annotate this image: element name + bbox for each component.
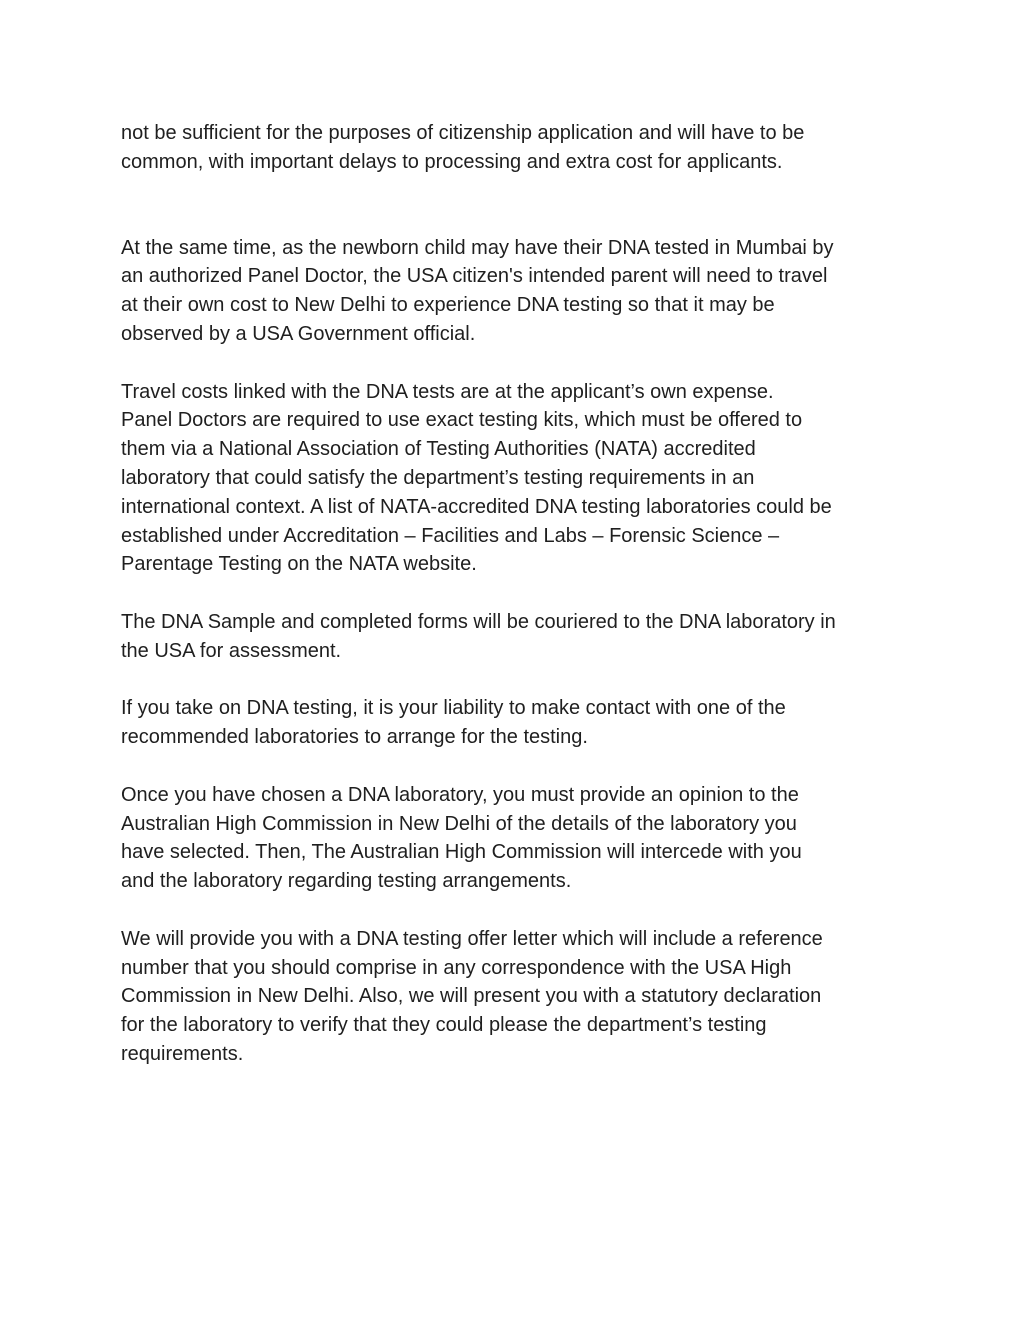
text-line: international context. A list of NATA-accredited DNA testing laboratories could be xyxy=(121,495,832,518)
paragraph-newborn-dna xyxy=(121,234,911,349)
text-line: If you take on DNA testing, it is your liability to make contact with one of the xyxy=(121,697,786,720)
paragraph-offer-letter xyxy=(121,925,911,1069)
text-line: Commission in New Delhi. Also, we will present you with a statutory declaration xyxy=(121,985,822,1008)
text-line: have selected. Then, The Australian High Commission will intercede with you xyxy=(121,841,802,864)
text-line: observed by a USA Government official. xyxy=(121,322,476,345)
text-line: not be sufficient for the purposes of citizenship application and will have to be xyxy=(121,122,805,144)
text-line: common, with important delays to processing and extra cost for applicants. xyxy=(121,150,783,173)
paragraph-travel-costs xyxy=(121,378,911,580)
paragraph-spacer xyxy=(121,177,911,234)
text-line: Panel Doctors are required to use exact testing kits, which must be offered to xyxy=(121,409,803,432)
text-line: Parentage Testing on the NATA website. xyxy=(121,553,477,576)
text-line: Once you have chosen a DNA laboratory, you must provide an opinion to the xyxy=(121,783,799,806)
text-line: and the laboratory regarding testing arrangements. xyxy=(121,870,572,893)
text-line: recommended laboratories to arrange for the testing. xyxy=(121,726,588,749)
paragraph-dna-sample xyxy=(121,608,911,666)
paragraph-spacer xyxy=(121,666,911,695)
paragraph-spacer xyxy=(121,349,911,378)
paragraph-liability xyxy=(121,694,911,752)
text-line: an authorized Panel Doctor, the USA citizen's intended parent will need to travel xyxy=(121,265,828,288)
text-line: At the same time, as the newborn child may have their DNA tested in Mumbai by xyxy=(121,236,834,259)
text-line: established under Accreditation – Facilities and Labs – Forensic Science – xyxy=(121,524,780,547)
paragraph-spacer xyxy=(121,579,911,608)
paragraph-spacer xyxy=(121,752,911,781)
text-line: at their own cost to New Delhi to experience DNA testing so that it may be xyxy=(121,294,775,317)
text-line: for the laboratory to verify that they could please the department’s testing xyxy=(121,1014,767,1037)
text-line: laboratory that could satisfy the department’s testing requirements in an xyxy=(121,466,755,489)
text-line: number that you should comprise in any correspondence with the USA High xyxy=(121,956,792,979)
paragraph-choose-laboratory xyxy=(121,781,911,896)
paragraph-spacer xyxy=(121,896,911,925)
text-line: Travel costs linked with the DNA tests are at the applicant’s own expense. xyxy=(121,380,774,403)
text-line: the USA for assessment. xyxy=(121,639,342,662)
text-line: The DNA Sample and completed forms will be couriered to the DNA laboratory in xyxy=(121,610,836,633)
text-line: Australian High Commission in New Delhi of the details of the laboratory you xyxy=(121,812,797,835)
text-line: requirements. xyxy=(121,1042,244,1065)
text-line: We will provide you with a DNA testing offer letter which will include a reference xyxy=(121,927,823,950)
text-line: them via a National Association of Testing Authorities (NATA) accredited xyxy=(121,438,756,461)
paragraph-citizenship-delays xyxy=(121,119,911,177)
document-body xyxy=(121,119,911,1069)
